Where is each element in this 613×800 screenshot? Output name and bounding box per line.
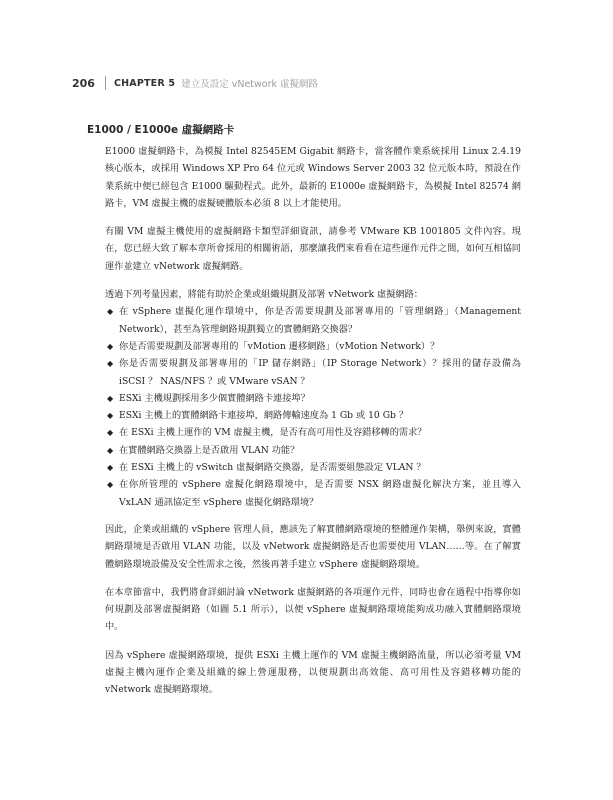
considerations-list — [105, 303, 521, 511]
paragraph: 因此，企業或組織的 vSphere 管理人員，應該先了解實體網路環境的整體運作架構，舉例來說，實體網路環境是否啟用 VLAN 功能，以及 vNetwork 虛擬網路是否也需要使用 VLAN……等。在了解實體網路環境設備及安全性需求之後，然後再著手建立 vSphere 虛擬網路環境。 — [105, 523, 521, 570]
list-item-text: ESXi 主機規劃採用多少個實體網路卡連接埠？ — [119, 392, 310, 404]
bullet-icon: ◆ — [107, 445, 114, 455]
list-item-text: 在 ESXi 主機上的 vSwitch 虛擬網路交換器，是否需要組態設定 VLAN ？ — [119, 462, 426, 474]
chapter-title: 建立及設定 vNetwork 虛擬網路 — [181, 79, 319, 90]
paragraph: 透過下列考量因素，將能有助於企業或組織規劃及部署 vNetwork 虛擬網路： — [105, 289, 423, 301]
paragraph: 有關 VM 虛擬主機使用的虛擬網路卡類型詳細資訊，請參考 VMware KB 1001805 文件內容。現在，您已經大致了解本章所會採用的相關術語，那麼讓我們來看看在這些運作元件之間，如何互相協同運作並建立 vNetwork 虛擬網路。 — [105, 226, 521, 272]
bullet-icon: ◆ — [107, 307, 114, 317]
bullet-icon: ◆ — [107, 359, 114, 369]
header-divider — [105, 76, 106, 90]
list-item — [105, 390, 521, 407]
list-item-text: 在你所管理的 vSphere 虛擬化網路環境中，是否需要 NSX 網路虛擬化解決方案，並且導入 VxLAN 通訊協定至 vSphere 虛擬化網路環境？ — [119, 479, 521, 508]
paragraph: 在本章節當中，我們將會詳細討論 vNetwork 虛擬網路的各項運作元件，同時也會在過程中指導你如何規劃及部署虛擬網路（如圖 5.1 所示），以便 vSphere 虛擬網路環境能夠成功融入實體網路環境中。 — [105, 586, 521, 633]
list-item — [105, 338, 521, 355]
page-header — [72, 70, 552, 96]
list-item-text: 你是否需要規劃及部署專用的「vMotion 遷移網路」（vMotion Network）？ — [119, 340, 440, 352]
list-item-text: 你是否需要規劃及部署專用的「IP 儲存網路」（IP Storage Network）？採用的儲存設備為 iSCSI ？ NAS/NFS ？或 VMware vSAN ？ — [119, 358, 521, 387]
list-item — [105, 459, 521, 476]
bullet-icon: ◆ — [107, 480, 114, 490]
bullet-icon: ◆ — [107, 393, 114, 403]
list-item — [105, 442, 521, 459]
paragraph: E1000 虛擬網路卡，為模擬 Intel 82545EM Gigabit 網路卡，當客體作業系統採用 Linux 2.4.19 核心版本，或採用 Windows XP Pro 64 位元或 Windows Server 2003 32 位元版本時，預設在作業系統中便已經包含 E1000 驅動程式。此外，最新的 E1000e 虛擬網路卡，為模擬 Intel 82574 網路卡，VM 虛擬主機的虛擬硬體版本必須 8 以上才能使用。 — [105, 146, 521, 209]
list-item — [105, 476, 521, 511]
list-item-text: 在 ESXi 主機上運作的 VM 虛擬主機，是否有高可用性及容錯移轉的需求？ — [119, 427, 427, 439]
list-item — [105, 303, 521, 338]
section-heading: E1000 / E1000e 虛擬網路卡 — [87, 124, 235, 136]
list-item — [105, 424, 521, 441]
list-item-text: ESXi 主機上的實體網路卡連接埠，網路傳輸速度為 1 Gb 或 10 Gb ？ — [119, 410, 409, 422]
page-content — [87, 122, 521, 710]
paragraph: 因為 vSphere 虛擬網路環境，提供 ESXi 主機上運作的 VM 虛擬主機網路流量，所以必須考量 VM 虛擬主機內運作企業及組織的線上營運服務，以便規劃出高效能、高可用性及容錯移轉功能的 vNetwork 虛擬網路環境。 — [105, 649, 521, 696]
bullet-icon: ◆ — [107, 341, 114, 351]
bullet-icon: ◆ — [107, 411, 114, 421]
list-item — [105, 407, 521, 424]
list-item — [105, 355, 521, 390]
bullet-icon: ◆ — [107, 463, 114, 473]
list-item-text: 在實體網路交換器上是否啟用 VLAN 功能？ — [119, 444, 300, 456]
bullet-icon: ◆ — [107, 428, 114, 438]
chapter-label: CHAPTER 5 — [113, 77, 176, 89]
list-item-text: 在 vSphere 虛擬化運作環境中，你是否需要規劃及部署專用的「管理網路」（Management Network），甚至為管理網路規劃獨立的實體網路交換器？ — [119, 306, 521, 335]
page-number: 206 — [72, 76, 95, 90]
